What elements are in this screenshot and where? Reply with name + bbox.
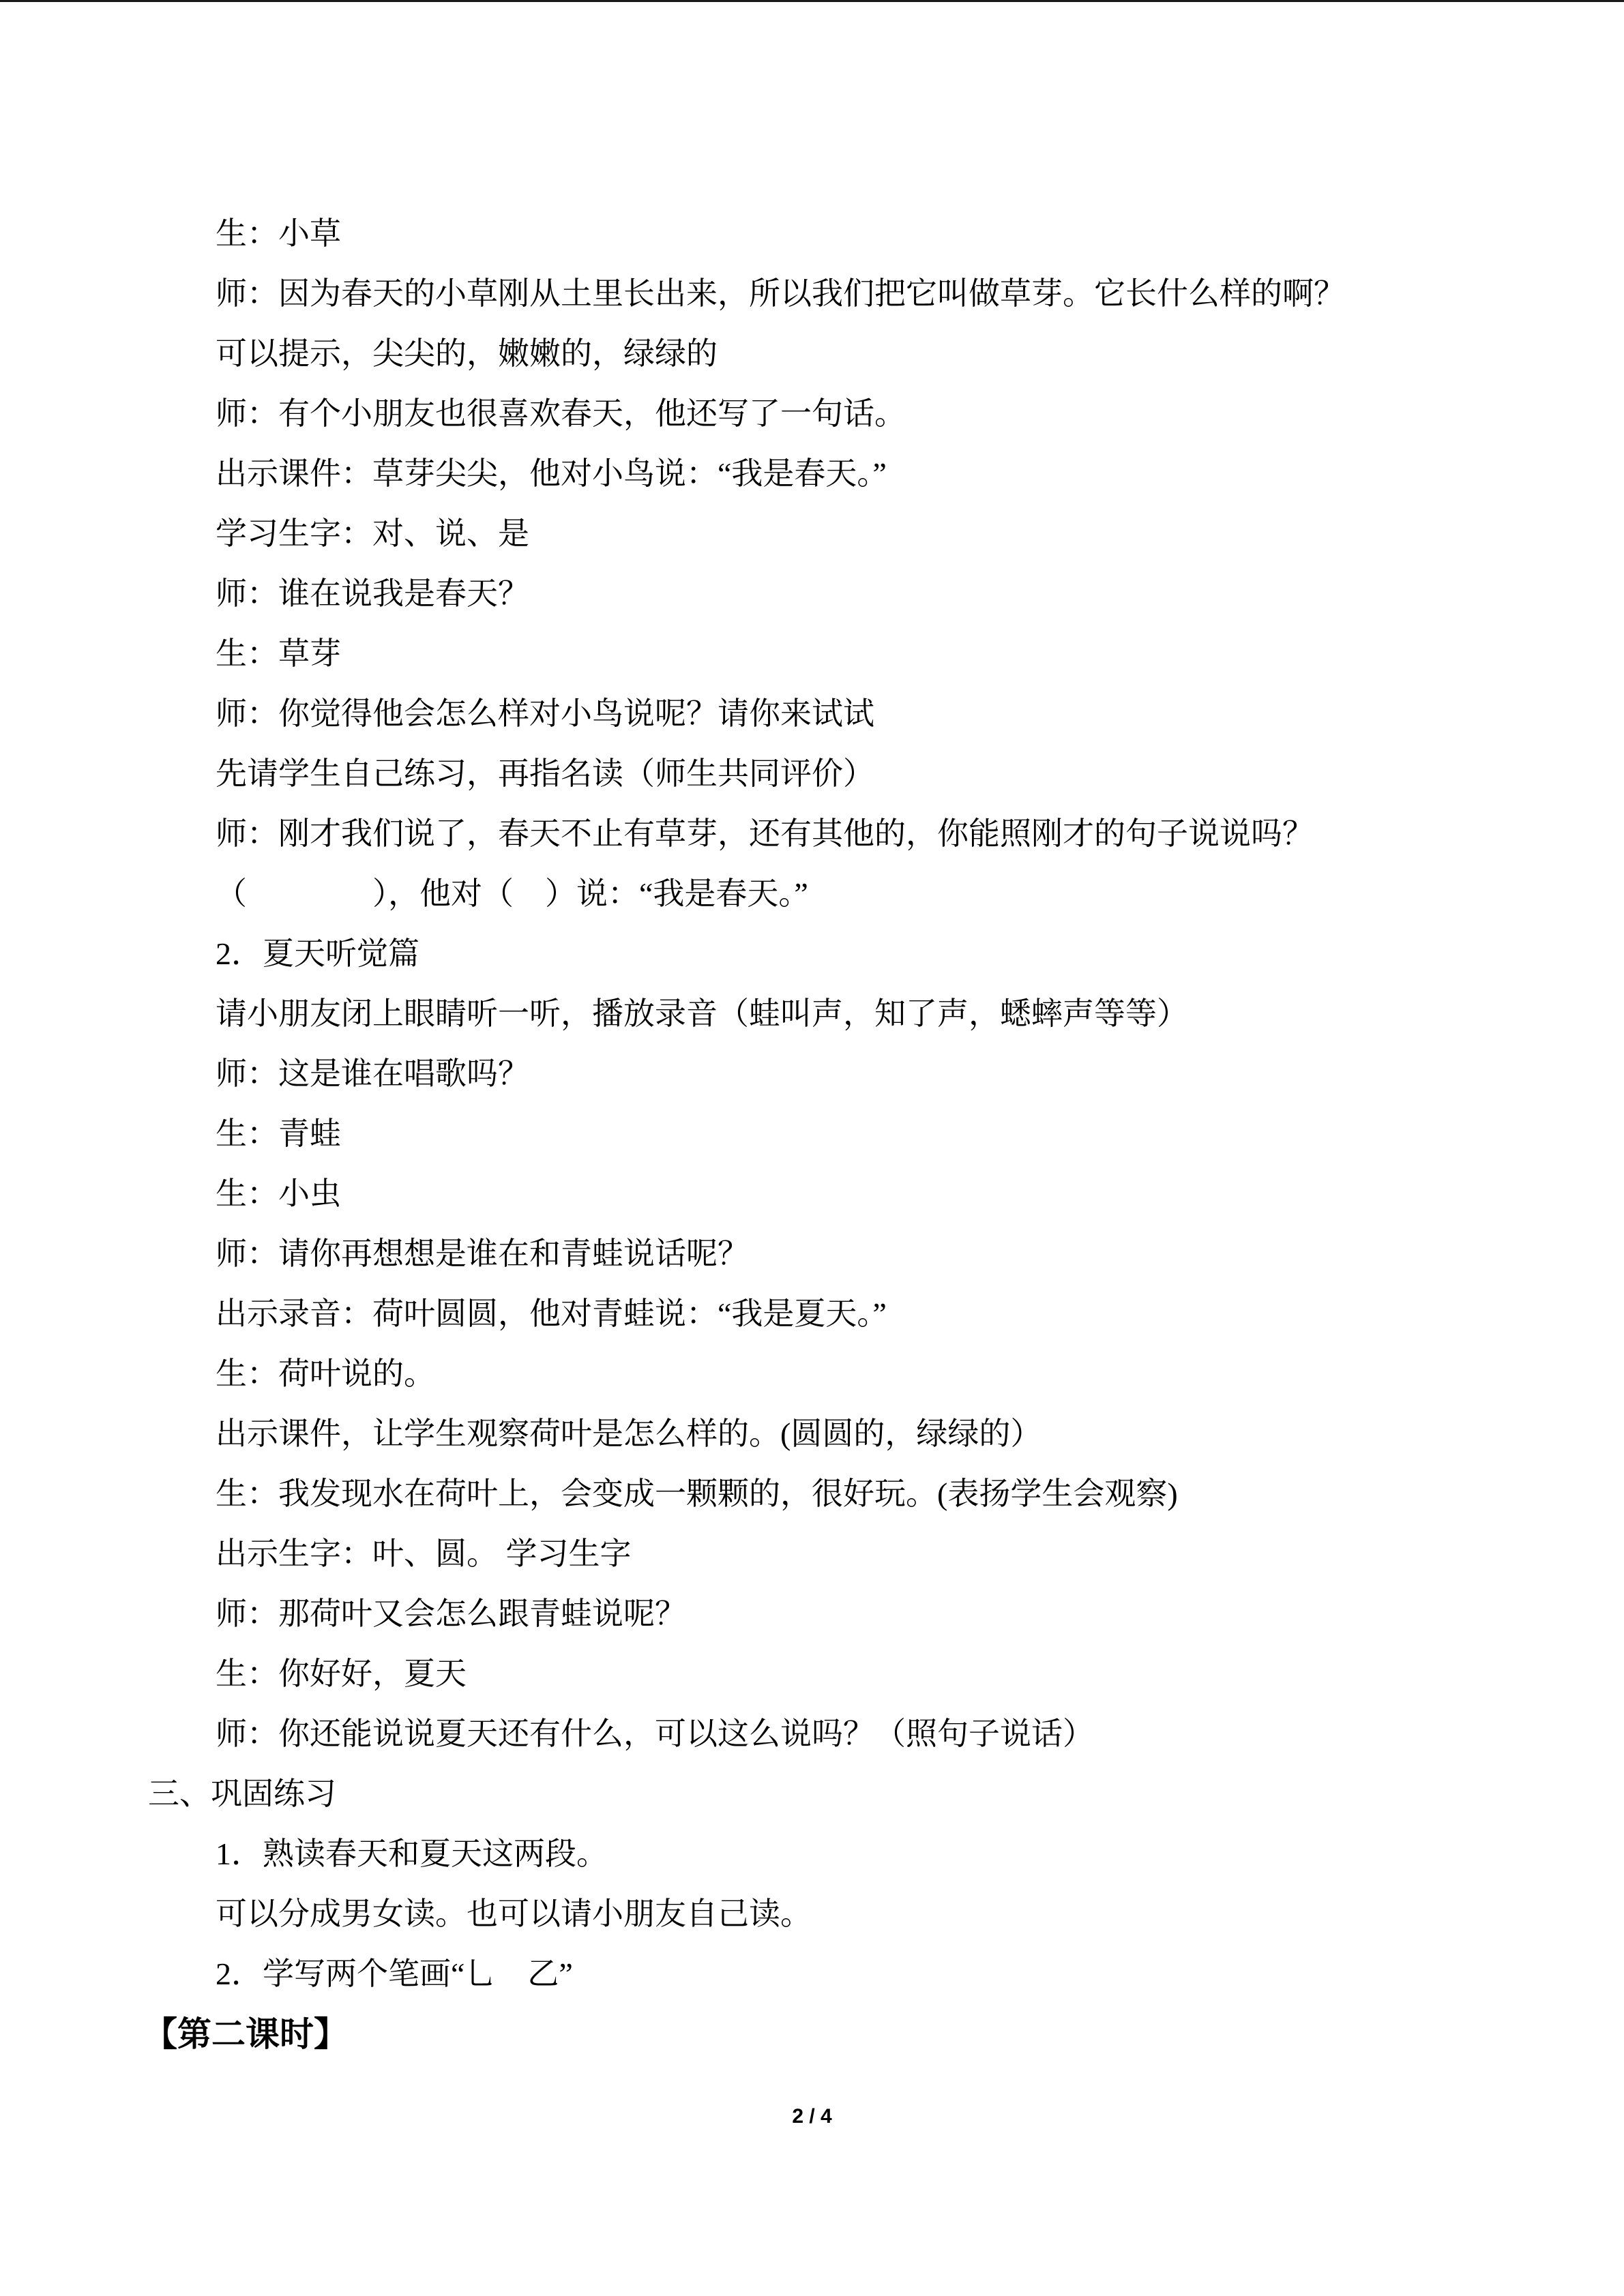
- subsection-heading: 2．夏天听觉篇: [216, 936, 419, 971]
- paragraph-line: 生：荷叶说的。: [216, 1356, 435, 1391]
- fill-in-blank-line: （ ），他对（ ）说：“我是春天。”: [216, 876, 808, 911]
- paragraph-line: 出示课件：草芽尖尖，他对小鸟说：“我是春天。”: [216, 456, 887, 491]
- paragraph-line: 生：你好好，夏天: [216, 1656, 467, 1691]
- paragraph-line: 生：小草: [216, 216, 341, 251]
- subsection-heading: 1．熟读春天和夏天这两段。: [216, 1836, 608, 1871]
- page-top-border: [0, 0, 1624, 2]
- paragraph-line: 学习生字：对、说、是: [216, 516, 529, 551]
- paragraph-line: 生：小虫: [216, 1176, 341, 1211]
- paragraph-line: 出示生字：叶、圆。 学习生字: [216, 1536, 632, 1571]
- page-number: 2 / 4: [792, 2105, 832, 2128]
- section-heading: 三、巩固练习: [148, 1776, 336, 1811]
- paragraph-line: 出示录音：荷叶圆圆，他对青蛙说：“我是夏天。”: [216, 1296, 887, 1331]
- paragraph-line: 可以提示，尖尖的，嫩嫩的，绿绿的: [216, 336, 718, 371]
- paragraph-line: 师：谁在说我是春天？: [216, 576, 529, 611]
- subsection-heading: 2．学写两个笔画“乚 乙”: [216, 1956, 573, 1991]
- paragraph-line: 师：那荷叶又会怎么跟青蛙说呢？: [216, 1596, 686, 1631]
- document-body: [0, 204, 1624, 2064]
- paragraph-line: 师：因为春天的小草刚从土里长出来，所以我们把它叫做草芽。它长什么样的啊？: [216, 276, 1345, 311]
- paragraph-line: 师：你还能说说夏天还有什么，可以这么说吗？（照句子说话）: [216, 1716, 1094, 1751]
- paragraph-line: 请小朋友闭上眼睛听一听，播放录音（蛙叫声，知了声，蟋蟀声等等）: [216, 996, 1188, 1031]
- paragraph-line: 出示课件，让学生观察荷叶是怎么样的。(圆圆的，绿绿的）: [216, 1416, 1042, 1451]
- paragraph-line: 师：这是谁在唱歌吗？: [216, 1056, 529, 1091]
- lesson-heading: 【第二课时】: [143, 2015, 348, 2053]
- paragraph-line: 师：刚才我们说了，春天不止有草芽，还有其他的，你能照刚才的句子说说吗？: [216, 816, 1314, 851]
- paragraph-line: 生：青蛙: [216, 1116, 341, 1151]
- paragraph-line: 可以分成男女读。也可以请小朋友自己读。: [216, 1896, 812, 1931]
- paragraph-line: 师：有个小朋友也很喜欢春天，他还写了一句话。: [216, 396, 906, 431]
- paragraph-line: 先请学生自己练习，再指名读（师生共同评价）: [216, 756, 874, 791]
- paragraph-line: 师：你觉得他会怎么样对小鸟说呢？请你来试试: [216, 696, 874, 731]
- paragraph-line: 生：草芽: [216, 636, 341, 671]
- paragraph-line: 生：我发现水在荷叶上，会变成一颗颗的，很好玩。(表扬学生会观察): [216, 1476, 1178, 1511]
- paragraph-line: 师：请你再想想是谁在和青蛙说话呢？: [216, 1236, 749, 1271]
